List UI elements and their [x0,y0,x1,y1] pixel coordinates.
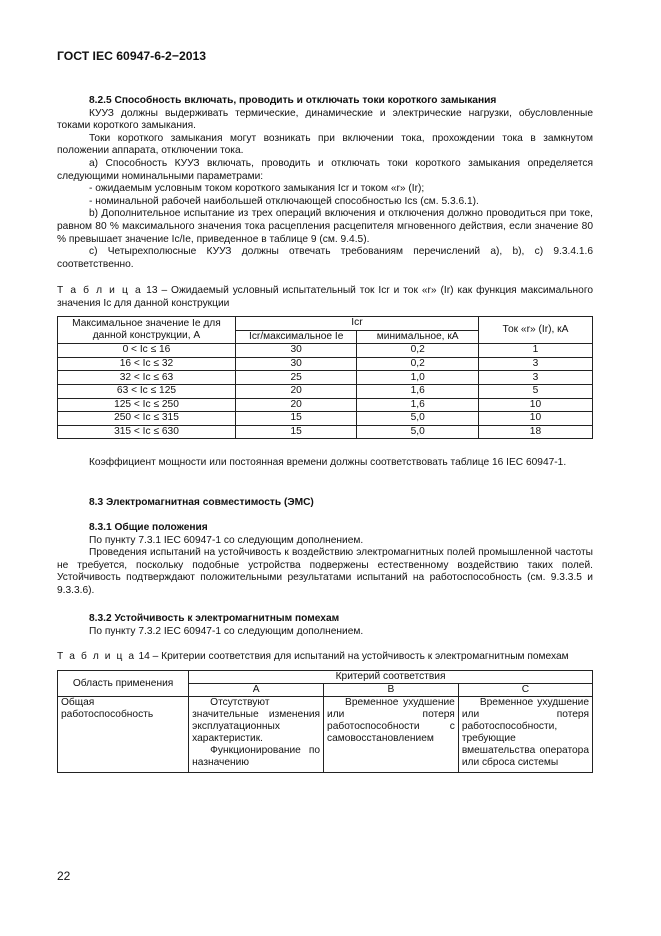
table-header-cell: Максимальное значение Ie для данной конструкции, А [58,317,236,344]
document-header: ГОСТ IEC 60947-6-2−2013 [57,49,207,63]
table-14-caption [57,651,593,664]
table-cell: 5,0 [357,425,479,439]
paragraph: Коэффициент мощности или постоянная времени должны соответствовать таблице 16 IEC 60947-1. [89,457,567,468]
caption-text: 14 – Критерии соответствия для испытаний на устойчивость к электромагнитным помехам [135,651,569,662]
table-row [58,412,593,426]
table-cell: 15 [235,425,357,439]
table-cell: 16 < Ic ≤ 32 [58,357,236,371]
table-header-cell: А [189,684,324,697]
table-cell [189,697,324,773]
table-row [58,371,593,385]
table-cell: 0,2 [357,344,479,358]
table-cell: 20 [235,398,357,412]
table-cell: 315 < Ic ≤ 630 [58,425,236,439]
page-number: 22 [57,869,71,883]
table-cell: 10 [478,398,592,412]
table-cell: 63 < Ic ≤ 125 [58,384,236,398]
table-cell: 10 [478,412,592,426]
table-cell: 3 [478,371,592,385]
section-title: 8.3 Электромагнитная совместимость (ЭМС) [89,497,314,508]
cell-text: Отсутствуют значительные изменения эксплуатационных характеристик. [192,697,321,744]
table-cell: 0 < Ic ≤ 16 [58,344,236,358]
table-header-cell: Icr/максимальное Ie [235,330,357,344]
table-header-cell: Ток «r» (Ir), кА [478,317,592,344]
paragraph: а) Способность КУУЗ включать, проводить и отключать токи короткого замыкания определяется следующими номинальными параметрами: [57,157,593,182]
paragraph: Токи короткого замыкания могут возникать при включении тока, прохождении тока в замкнутом положении аппарата, отключении тока. [57,132,593,157]
table-cell: 1,6 [357,398,479,412]
section-title: 8.3.1 Общие положения [89,522,208,533]
section-title: 8.2.5 Способность включать, проводить и отключать токи короткого замыкания [89,95,497,106]
table-header-cell: минимальное, кА [357,330,479,344]
table-cell: 1,0 [357,371,479,385]
table-cell: 250 < Ic ≤ 315 [58,412,236,426]
table-cell: 0,2 [357,357,479,371]
caption-text: 13 – Ожидаемый условный испытательный ток Icr и ток «r» (Ir) как функция максимального значения Ic для данной конструкции [57,285,593,309]
table-cell: 30 [235,357,357,371]
table-cell: Общая работоспособность [58,697,189,773]
table-14 [57,670,593,773]
cell-text: Функционирование по назначению [192,745,321,768]
section-8-2-5 [57,95,593,271]
paragraph: b) Дополнительное испытание из трех операций включения и отключения должно проводиться при токе, равном 80 % максимального значения тока расцепления расцепителя мгновенного действия, если значение 80 % превышает значение Ic/Ie, приведенное в таблице 9 (см. 9.4.5). [57,208,593,245]
table-header-cell: Критерий соответствия [189,671,593,684]
table-row [58,697,593,773]
table-header-cell: С [458,684,592,697]
table-cell: 25 [235,371,357,385]
table-cell: 5,0 [357,412,479,426]
table-header-cell: Icr [235,317,478,331]
section-title: 8.3.2 Устойчивость к электромагнитным помехам [89,613,340,624]
section-8-3-1 [57,522,593,598]
table-cell: 1 [478,344,592,358]
table-cell: 30 [235,344,357,358]
table-cell: 15 [235,412,357,426]
table-cell: 32 < Ic ≤ 63 [58,371,236,385]
caption-lead: Т а б л и ц а [57,651,136,662]
table-13-caption [57,285,593,310]
paragraph: КУУЗ должны выдерживать термические, динамические и электрические нагрузки, обусловленные токами короткого замыкания. [57,107,593,132]
paragraph: с) Четырехполюсные КУУЗ должны отвечать требованиям перечислений а), b), с) 9.3.4.1.6 соответственно. [57,246,593,270]
caption-lead: Т а б л и ц а [57,285,143,296]
table-13 [57,316,593,439]
section-8-3 [57,497,593,510]
table-header-cell: Область применения [58,671,189,697]
table-cell: 18 [478,425,592,439]
table-cell: Временное ухудшение или потеря работоспособности с самовосстановлением [324,697,459,773]
paragraph: По пункту 7.3.2 IEC 60947-1 со следующим дополнением. [89,625,364,637]
table-cell: Временное ухудшение или потеря работоспособности, требующие вмешательства оператора или сброса системы [458,697,592,773]
paragraph: По пункту 7.3.1 IEC 60947-1 со следующим дополнением. [89,534,364,546]
table-cell: 5 [478,384,592,398]
table-row [58,398,593,412]
table-13-note [57,457,593,470]
paragraph: - ожидаемым условным током короткого замыкания Icr и током «r» (Ir); [89,183,425,195]
section-8-3-2 [57,613,593,638]
paragraph: - номинальной рабочей наибольшей отключающей способностью Ics (см. 5.3.6.1). [89,195,479,207]
table-header-cell: В [324,684,459,697]
table-row [58,384,593,398]
table-row [58,425,593,439]
table-cell: 1,6 [357,384,479,398]
table-cell: 125 < Ic ≤ 250 [58,398,236,412]
paragraph: Проведения испытаний на устойчивость к воздействию электромагнитных полей промышленной частоты не требуется, поскольку подобные устройства подвержены естественному воздействию таких полей. Устойчивость подтверждают положительными результатами испытаний на работоспособность (см. 9.3.3.5 и 9.3.3.6). [57,547,593,596]
table-row [58,344,593,358]
table-cell: 20 [235,384,357,398]
table-cell: 3 [478,357,592,371]
table-row [58,357,593,371]
